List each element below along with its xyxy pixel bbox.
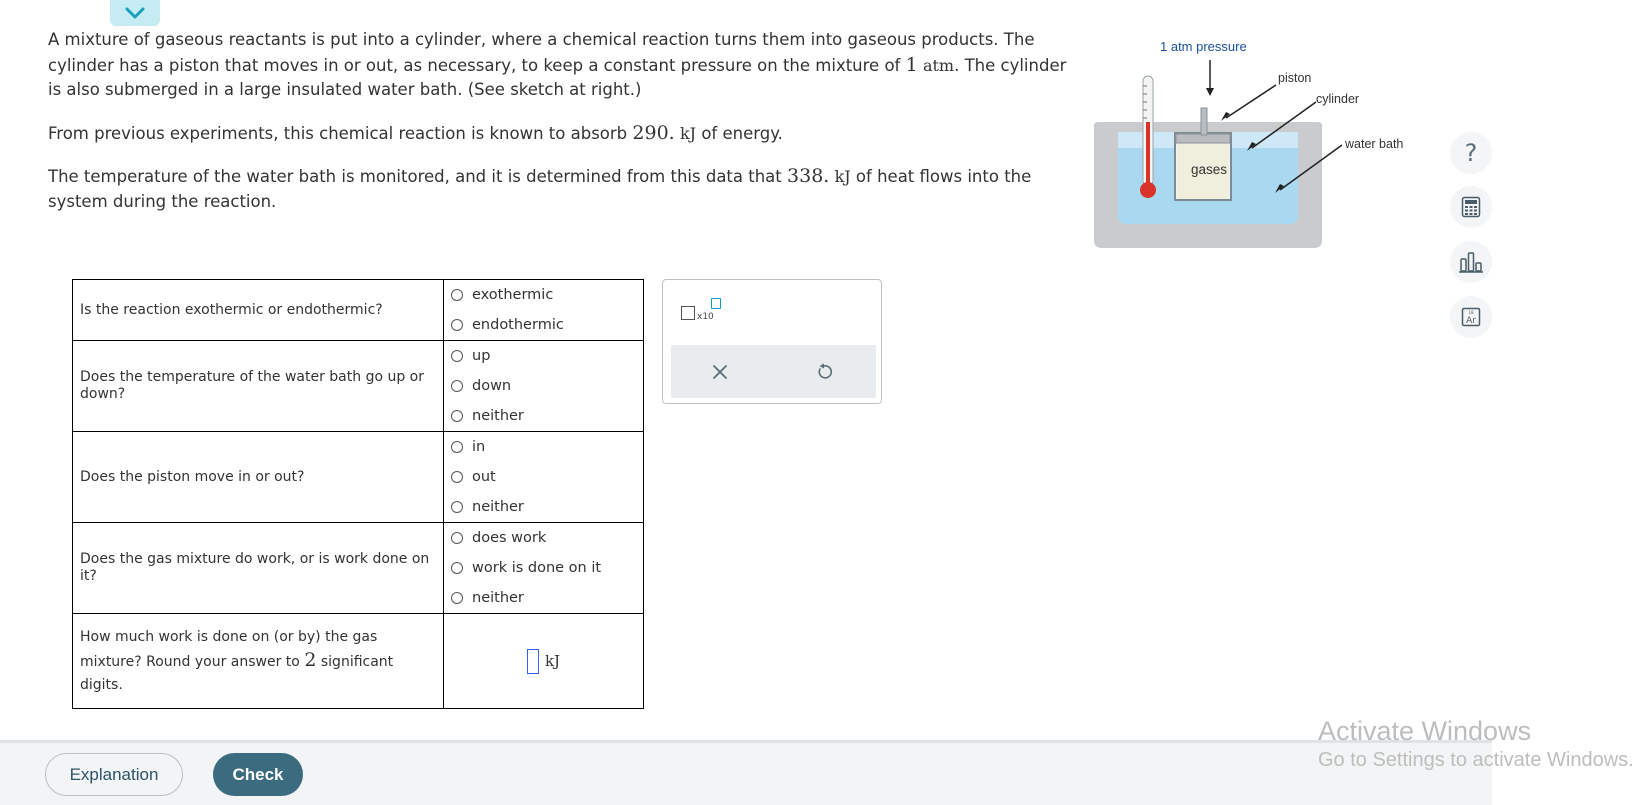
radio-button[interactable] xyxy=(451,532,463,544)
question-cell: Is the reaction exothermic or endothermic? xyxy=(73,280,444,341)
svg-text:18: 18 xyxy=(1468,310,1474,315)
bar-chart-icon xyxy=(1459,251,1483,273)
radio-button[interactable] xyxy=(451,471,463,483)
radio-button[interactable] xyxy=(451,441,463,453)
collapse-toggle[interactable] xyxy=(110,0,160,26)
close-icon xyxy=(712,364,728,380)
table-row xyxy=(73,614,644,709)
explanation-button[interactable]: Explanation xyxy=(45,753,183,796)
tool-button-bar xyxy=(671,345,876,398)
work-answer-input[interactable] xyxy=(527,649,539,674)
gases-label: gases xyxy=(1191,162,1228,177)
answer-cell xyxy=(444,523,644,614)
svg-text:Ar: Ar xyxy=(1466,316,1476,326)
chevron-down-icon xyxy=(124,6,146,20)
help-button[interactable] xyxy=(1450,132,1492,174)
option-work-done-on-it[interactable]: work is done on it xyxy=(451,553,643,583)
radio-button[interactable] xyxy=(451,592,463,604)
radio-button[interactable] xyxy=(451,289,463,301)
pressure-label: 1 atm pressure xyxy=(1160,39,1247,54)
radio-button[interactable] xyxy=(451,562,463,574)
radio-button[interactable] xyxy=(451,380,463,392)
question-table xyxy=(72,279,644,709)
option-does-work[interactable]: does work xyxy=(451,523,643,553)
option-neither[interactable]: neither xyxy=(451,583,643,613)
answer-cell xyxy=(444,280,644,341)
data-button[interactable] xyxy=(1450,241,1492,283)
question-cell: Does the gas mixture do work, or is work done on it? xyxy=(73,523,444,614)
cylinder-label: cylinder xyxy=(1316,92,1360,106)
x10-exponent-icon: x10 xyxy=(681,296,726,324)
option-in[interactable]: in xyxy=(451,432,643,462)
periodic-table-button[interactable] xyxy=(1450,296,1492,338)
footer-bar xyxy=(0,740,1492,805)
undo-icon xyxy=(815,363,833,381)
activation-watermark xyxy=(1318,716,1634,772)
radio-button[interactable] xyxy=(451,501,463,513)
table-row xyxy=(73,523,644,614)
option-up[interactable]: up xyxy=(451,341,643,371)
clear-button[interactable] xyxy=(703,357,737,387)
radio-button[interactable] xyxy=(451,350,463,362)
answer-cell xyxy=(444,432,644,523)
option-endothermic[interactable]: endothermic xyxy=(451,310,643,340)
check-button[interactable]: Check xyxy=(213,753,303,796)
table-row xyxy=(73,280,644,341)
answer-cell xyxy=(444,341,644,432)
radio-button[interactable] xyxy=(451,319,463,331)
piston-label: piston xyxy=(1278,71,1312,85)
calculator-icon xyxy=(1461,196,1481,218)
unit-label: kJ xyxy=(544,652,561,670)
question-cell: Does the temperature of the water bath go up or down? xyxy=(73,341,444,432)
answer-cell xyxy=(444,614,644,709)
option-neither[interactable]: neither xyxy=(451,492,643,522)
option-down[interactable]: down xyxy=(451,371,643,401)
cylinder-sketch xyxy=(1088,30,1418,260)
table-row xyxy=(73,341,644,432)
question-icon: ? xyxy=(1464,139,1478,167)
water-bath-label: water bath xyxy=(1345,137,1404,151)
undo-button[interactable] xyxy=(807,357,841,387)
question-cell: Does the piston move in or out? xyxy=(73,432,444,523)
sci-notation-button[interactable] xyxy=(681,296,726,324)
option-neither[interactable]: neither xyxy=(451,401,643,431)
question-cell: How much work is done on (or by) the gas mixture? Round your answer to 2 significant digits. xyxy=(73,614,444,709)
problem-statement xyxy=(48,28,1068,232)
option-out[interactable]: out xyxy=(451,462,643,492)
calculator-button[interactable] xyxy=(1450,186,1492,228)
watermark-subtitle: Go to Settings to activate Windows. xyxy=(1318,749,1634,771)
periodic-table-icon xyxy=(1461,307,1481,327)
radio-button[interactable] xyxy=(451,410,463,422)
answer-tool-panel xyxy=(662,279,882,404)
table-row xyxy=(73,432,644,523)
problem-paragraph-3: The temperature of the water bath is monitored, and it is determined from this data that 338. kJ of heat flows into the system during the reaction. xyxy=(48,165,1032,211)
watermark-title: Activate Windows xyxy=(1318,716,1532,746)
problem-paragraph-2: From previous experiments, this chemical reaction is known to absorb 290. kJ of energy. xyxy=(48,121,783,144)
problem-paragraph-1: A mixture of gaseous reactants is put into a cylinder, where a chemical reaction turns them into gaseous products. The cylinder has a piston that moves in or out, as necessary, to keep a constant pressure on the mixture of 1 atm. The cylinder is also submerged in a large insulated water bath. (See sketch at right.) xyxy=(48,30,1067,99)
option-exothermic[interactable]: exothermic xyxy=(451,280,643,310)
